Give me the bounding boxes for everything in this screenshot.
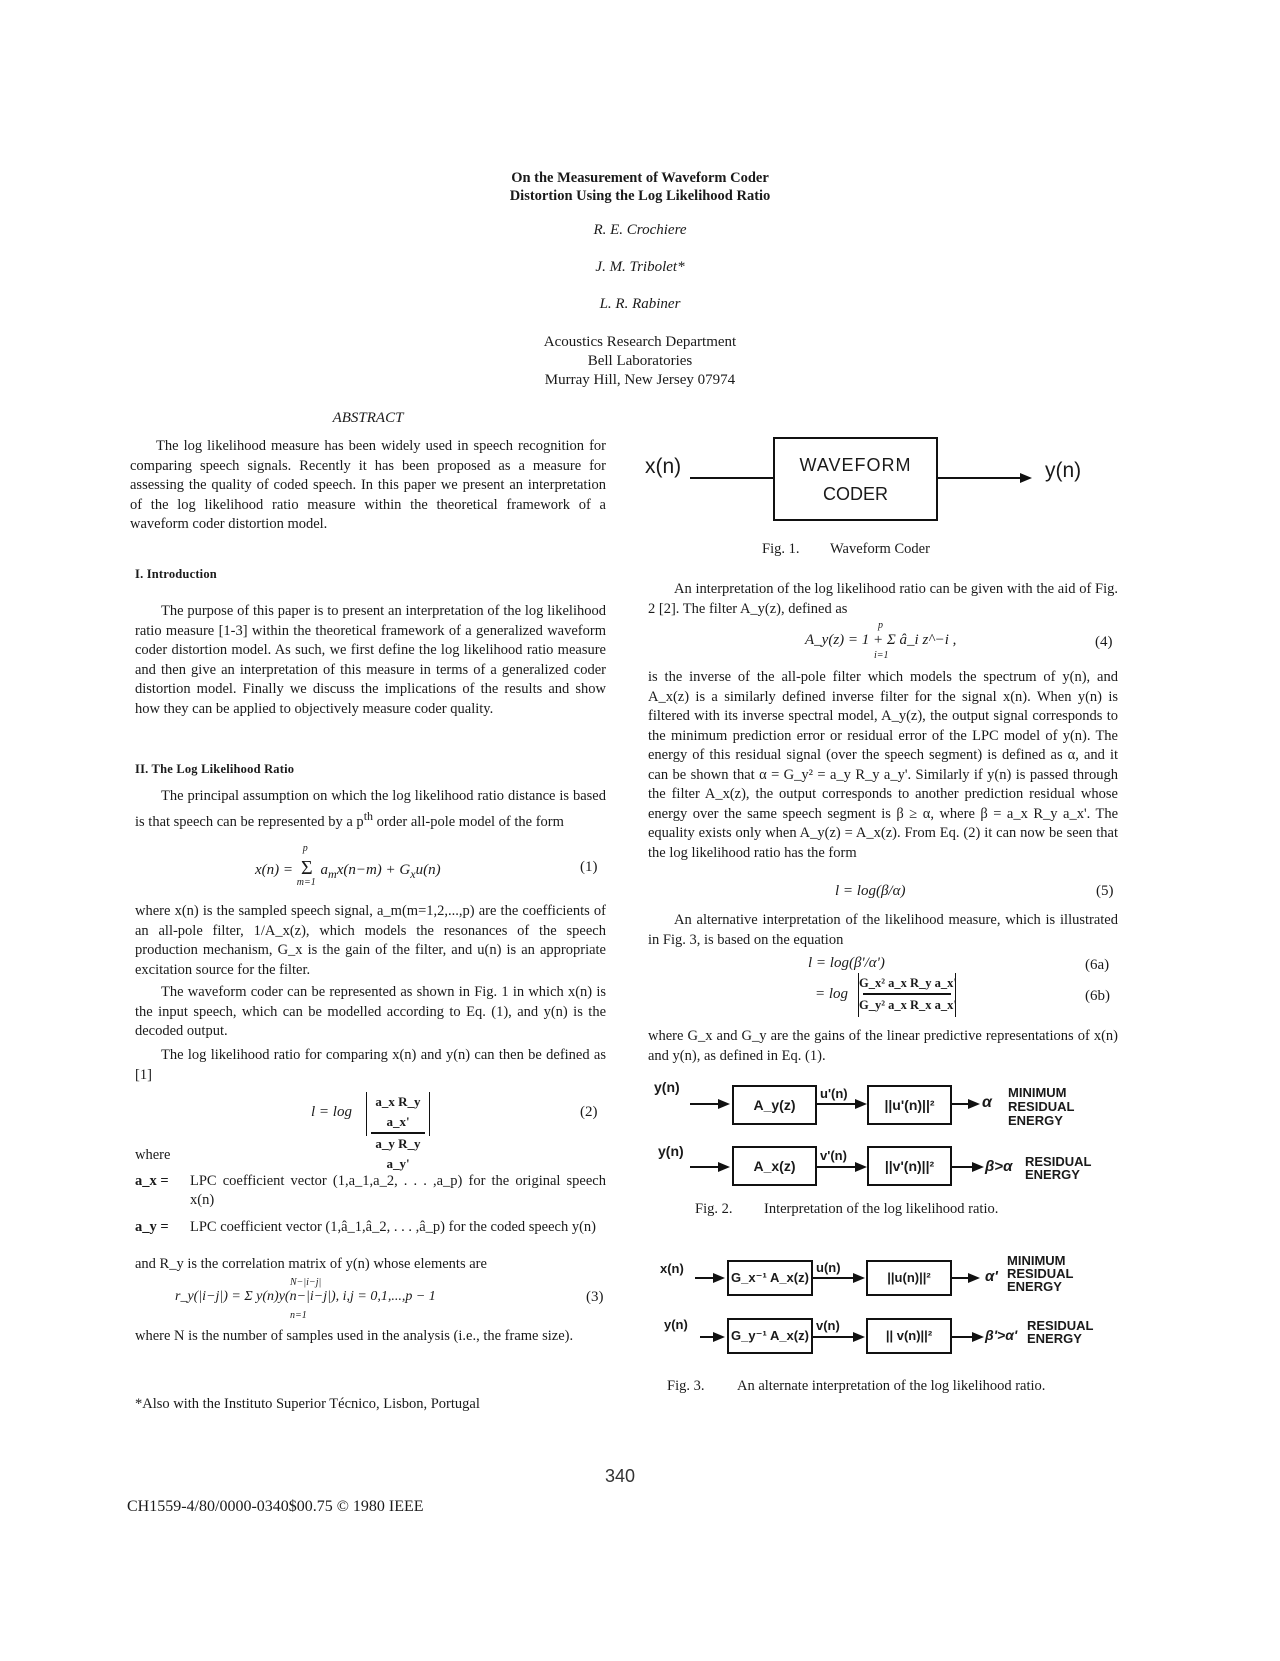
fig3-row1-arrow3-icon: [968, 1273, 980, 1283]
eq1-tail: u(n): [415, 862, 441, 878]
fig3-row1-line1: [695, 1277, 715, 1279]
equation-6a: l = log(β'/α'): [808, 955, 885, 971]
fig3-row2-label: [1027, 1319, 1093, 1345]
intro-heading: I. Introduction: [135, 567, 217, 581]
fig3-row2-signal: v(n): [816, 1318, 840, 1333]
section2-p1: [135, 787, 606, 832]
footnote: *Also with the Instituto Superior Técnico, Lisbon, Portugal: [135, 1396, 480, 1412]
eq4-number: (4): [1095, 634, 1113, 650]
author-3: L. R. Rabiner: [599, 296, 681, 312]
fig2-row2-filter-label: A_x(z): [753, 1158, 796, 1174]
def1-symbol: a_x =: [135, 1173, 169, 1189]
fig2-row2-label-2: ENERGY: [1025, 1167, 1080, 1182]
affiliation: [440, 333, 840, 390]
fig3-row1-label-3: ENERGY: [1007, 1279, 1062, 1294]
fig2-row2-label: [1025, 1155, 1091, 1181]
where-label: where: [135, 1147, 171, 1163]
fig3-row2-label-2: ENERGY: [1027, 1331, 1082, 1346]
fig2-row1-arrow3-icon: [968, 1099, 980, 1109]
affiliation-address: Murray Hill, New Jersey 07974: [544, 372, 736, 388]
paper-title-line2: Distortion Using the Log Likelihood Ratio: [509, 188, 771, 204]
def1-text: LPC coefficient vector (1,a_1,a_2, . . . ,a_p) for the original speech x(n): [190, 1173, 606, 1208]
eq6a-number: (6a): [1085, 957, 1110, 973]
fig2-row2-norm-label: ||v'(n)||²: [884, 1158, 935, 1174]
fig2-row2-line3: [952, 1166, 974, 1168]
fig1-input-line: [690, 477, 773, 479]
fig3-row1-label-2: RESIDUAL: [1007, 1266, 1074, 1281]
fig3-row2-norm-label: || v(n)||²: [885, 1328, 933, 1343]
fig2-row1-norm-box: [867, 1085, 952, 1125]
fig3-row2-arrow3-icon: [972, 1332, 984, 1342]
fig2-row2-norm-box: [867, 1146, 952, 1186]
fig3-row2-label-1: RESIDUAL: [1027, 1318, 1094, 1333]
fig2-row1-signal: u'(n): [820, 1086, 848, 1101]
fig2-row1-norm-label: ||u'(n)||²: [884, 1097, 935, 1113]
fig2-row2-signal: v'(n): [820, 1148, 847, 1163]
author-1: R. E. Crochiere: [593, 222, 687, 238]
fig3-row2-norm-box: [866, 1318, 952, 1354]
fig2-row1-label: [1008, 1086, 1074, 1128]
eq1-sum-bottom: m=1: [296, 877, 316, 888]
paper-title-line1: On the Measurement of Waveform Coder: [511, 170, 769, 186]
eq1-sum-top: p: [302, 843, 308, 854]
fig3-row2-arrow2-icon: [853, 1332, 865, 1342]
eq6b-numerator: G_x² a_x R_y a_x': [859, 976, 957, 990]
def2-symbol: a_y =: [135, 1219, 169, 1235]
section2-p3: The waveform coder can be represented as shown in Fig. 1 in which x(n) is the input speech, which can be modelled according to Eq. (1), and y(n) is the decoded output.: [135, 984, 606, 1039]
eq4-sum-bottom: i=1: [874, 650, 889, 661]
fig2-row2-arrow1-icon: [718, 1162, 730, 1172]
eq5-number: (5): [1096, 883, 1114, 899]
fig3-row1-arrow2-icon: [853, 1273, 865, 1283]
author-2: J. M. Tribolet*: [595, 259, 685, 275]
fig3-row1-signal: u(n): [816, 1260, 841, 1275]
fig2-row2-line2: [817, 1166, 857, 1168]
eq3-sum-top: N−|i−j|: [290, 1277, 322, 1288]
eq2-bracket: [366, 1092, 430, 1171]
right-p4: where G_x and G_y are the gains of the linear predictive representations of x(n) and y(n), as defined in Eq. (1).: [648, 1028, 1118, 1064]
fig3-caption-num: Fig. 3.: [667, 1378, 705, 1394]
def2-text: LPC coefficient vector (1,â_1,â_2, . . . ,â_p) for the coded speech y(n): [190, 1219, 596, 1235]
equation-3: r_y(|i−j|) = Σ y(n)y(n−|i−j|), i,j = 0,1,...,p − 1: [175, 1289, 436, 1304]
fig1-output-arrow-icon: [1020, 473, 1032, 483]
right-p2: is the inverse of the all-pole filter which models the spectrum of y(n), and A_x(z) is a similarly defined inverse filter for the signal x(n). When y(n) is filtered with its inverse spectral model, A_y(z), the output signal corresponds to the minimum prediction error or residual error of the LPC model of y(n). The energy of this residual signal (over the speech segment) is defined as α, and it can be shown that α = G_y² = a_y R_y a_y'. Similarly if y(n) is passed through the filter A_x(z), the output corresponds to another prediction residual whose energy over the same speech segment is β ≥ α, where β = a_x R_y a_x'. The equality exists only when A_y(z) = A_x(z). From Eq. (2) it can now be seen that the log likelihood ratio has the form: [648, 669, 1118, 861]
equation-5: l = log(β/α): [835, 883, 906, 899]
eq1-number: (1): [580, 859, 598, 875]
abstract-heading: ABSTRACT: [332, 410, 404, 426]
fig1-input-label: x(n): [645, 455, 682, 478]
fig3-row1-label: [1007, 1254, 1073, 1293]
eq3-number: (3): [586, 1289, 604, 1305]
eq4-sum-top: p: [878, 620, 883, 631]
equation-4: A_y(z) = 1 + Σ â_i z^−i ,: [805, 632, 957, 648]
eq2-lhs: l = log: [311, 1104, 352, 1120]
fig2-row1-filter-box: [732, 1085, 817, 1125]
fig2-caption-num: Fig. 2.: [695, 1201, 733, 1217]
fig3-row2-line2: [813, 1336, 855, 1338]
affiliation-lab: Bell Laboratories: [587, 353, 693, 369]
section2-p5: and R_y is the correlation matrix of y(n) whose elements are: [135, 1256, 487, 1272]
fig3-row1-input: x(n): [660, 1261, 684, 1276]
abstract-text: The log likelihood measure has been widely used in speech recognition for comparing speech signals. Recently it has been proposed as a measure for assessing the quality of coded speech. In this paper we present an interpretation of the log likelihood ratio measure within the theoretical framework of a waveform coder distortion model.: [130, 438, 606, 532]
fig2-caption-text: Interpretation of the log likelihood ratio.: [764, 1201, 999, 1217]
fig3-row1-norm-label: ||u(n)||²: [887, 1270, 931, 1285]
fig2-row1-line1: [690, 1103, 720, 1105]
eq1-rest: x(n−m) + G: [336, 862, 411, 878]
fig3-row1-label-1: MINIMUM: [1007, 1253, 1066, 1268]
fig2-row1-line2: [817, 1103, 857, 1105]
section2-p4: The log likelihood ratio for comparing x(n) and y(n) can then be defined as [1]: [135, 1047, 606, 1083]
fig1-output-line: [938, 477, 1022, 479]
intro-text: The purpose of this paper is to present an interpretation of the log likelihood ratio measure [1-3] within the theoretical framework of a generalized waveform coder distortion model. As such, we first define the log likelihood ratio measure and then give an interpretation of this measure in terms of a generalized coder distortion model. Finally we discuss the implications of the results and show how they can be applied to objectively measure coder quality.: [135, 603, 606, 717]
fig2-row2-arrow2-icon: [855, 1162, 867, 1172]
fig1-box-line2: CODER: [822, 484, 888, 504]
fig3-row1-norm-box: [866, 1260, 952, 1296]
fig2-row1-label-3: ENERGY: [1008, 1113, 1063, 1128]
fig2-row1-arrow1-icon: [718, 1099, 730, 1109]
fig2-row2-label-1: RESIDUAL: [1025, 1154, 1092, 1169]
section2-heading: II. The Log Likelihood Ratio: [135, 762, 295, 776]
fig1-caption-num: Fig. 1.: [762, 541, 800, 557]
fig2-row1-label-2: RESIDUAL: [1008, 1099, 1075, 1114]
fig1-caption-text: Waveform Coder: [830, 541, 930, 557]
eq3-sum-bottom: n=1: [290, 1310, 307, 1321]
fig2-row2-line1: [690, 1166, 720, 1168]
section2-p1-end: order all-pole model of the form: [373, 813, 564, 830]
fig2-row2-filter-box: [732, 1146, 817, 1186]
right-p1: An interpretation of the log likelihood ratio can be given with the aid of Fig. 2 [2]. The filter A_y(z), defined as: [648, 581, 1118, 617]
fig1-output-label: y(n): [1045, 459, 1082, 482]
right-p3: An alternative interpretation of the likelihood measure, which is illustrated in Fig. 3, is based on the equation: [648, 912, 1118, 948]
eq6b-bracket: [858, 973, 956, 1017]
fig3-row2-input: y(n): [664, 1317, 688, 1332]
fig3-row2-arrow1-icon: [713, 1332, 725, 1342]
fig3-caption-text: An alternate interpretation of the log likelihood ratio.: [737, 1378, 1046, 1394]
eq6b-number: (6b): [1085, 988, 1110, 1004]
fig1-box-line1: WAVEFORM: [799, 455, 912, 475]
eq1-a: a: [320, 862, 329, 878]
fig3-row2-output: β'>α': [985, 1327, 1018, 1343]
fig3-row1-filter-box: [727, 1260, 813, 1296]
eq6b-denominator: G_y² a_x R_x a_x': [859, 997, 957, 1012]
affiliation-dept: Acoustics Research Department: [543, 334, 737, 350]
eq2-number: (2): [580, 1104, 598, 1120]
fig3-row2-line3: [952, 1336, 974, 1338]
fig3-row2-filter-box: [727, 1318, 813, 1354]
eq2-denominator: a_y R_y a_y': [375, 1135, 421, 1171]
section2-p1-text: The principal assumption on which the log likelihood ratio distance is based is that speech can be represented by a p: [135, 788, 606, 830]
section2-p2: where x(n) is the sampled speech signal, a_m(m=1,2,...,p) are the coefficients of an all-pole filter, 1/A_x(z), which models the resonances of the speech production mechanism, G_x is the gain of the filter, and u(n) is an appropriate excitation source for the filter.: [135, 903, 606, 978]
equation-1: x(n) = p Σ m=1 $a_mx(n-m) + G_xu(n)$: [255, 843, 441, 888]
page-number: 340: [604, 1466, 636, 1486]
fig3-row1-output: α': [985, 1268, 998, 1285]
section2-p6: where N is the number of samples used in the analysis (i.e., the frame size).: [135, 1328, 574, 1344]
fig2-row1-label-1: MINIMUM: [1008, 1085, 1067, 1100]
fig2-row2-input: y(n): [658, 1143, 684, 1159]
fig3-row1-line2: [813, 1277, 855, 1279]
fig2-row1-arrow2-icon: [855, 1099, 867, 1109]
fig3-row1-arrow1-icon: [713, 1273, 725, 1283]
eq1-lhs: x(n) =: [255, 862, 297, 878]
fig2-row1-input: y(n): [654, 1079, 680, 1095]
fig2-row1-output: α: [982, 1094, 992, 1111]
fig2-row1-filter-label: A_y(z): [753, 1097, 796, 1113]
section2-p1-sup: th: [363, 808, 374, 823]
eq1-sum: p Σ m=1: [296, 843, 316, 888]
fig3-row1-filter-label: G_x⁻¹ A_x(z): [731, 1270, 809, 1285]
eq6b-lhs: = log: [815, 986, 849, 1002]
eq2-numerator: a_x R_y a_x': [375, 1094, 421, 1129]
fig2-row2-output: β>α: [985, 1158, 1013, 1175]
fig1-coder-box: [773, 437, 938, 521]
fig3-row2-filter-label: G_y⁻¹ A_x(z): [731, 1328, 809, 1343]
copyright-line: CH1559-4/80/0000-0340$00.75 © 1980 IEEE: [127, 1498, 424, 1515]
fig2-row2-arrow3-icon: [972, 1162, 984, 1172]
